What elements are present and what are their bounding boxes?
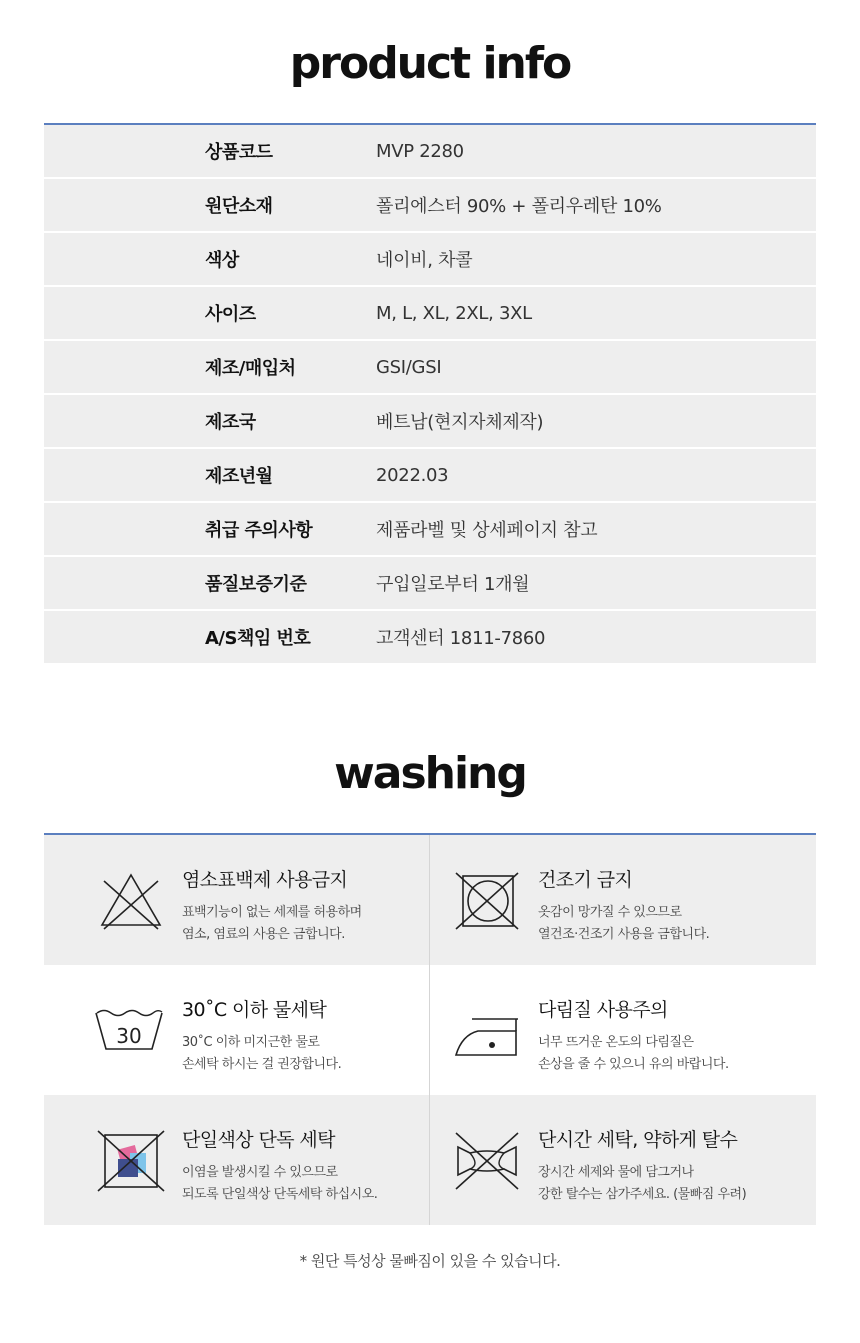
info-label: 품질보증기준 bbox=[205, 574, 307, 595]
wash-item-separate bbox=[44, 1095, 430, 1225]
wash-desc: 장시간 세제와 물에 담그거나 bbox=[538, 1165, 694, 1180]
info-row-date bbox=[44, 449, 816, 503]
info-row-as-number bbox=[44, 611, 816, 663]
wash-desc: 되도록 단일색상 단독세탁 하십시오. bbox=[182, 1187, 378, 1202]
info-label: A/S책임 번호 bbox=[205, 628, 311, 649]
info-row-color bbox=[44, 233, 816, 287]
info-row-warranty bbox=[44, 557, 816, 611]
info-label: 제조국 bbox=[205, 412, 256, 433]
info-label: 제조년월 bbox=[205, 466, 273, 487]
wash-separately-icon bbox=[96, 1129, 166, 1193]
wash-item-iron bbox=[430, 965, 816, 1095]
info-row-manufacturer bbox=[44, 341, 816, 395]
wash-item-no-tumble-dry bbox=[430, 835, 816, 965]
info-value: 구입일로부터 1개월 bbox=[376, 574, 530, 595]
info-value: 베트남(현지자체제작) bbox=[376, 412, 544, 433]
info-value: MVP 2280 bbox=[376, 140, 464, 162]
wash-30-icon bbox=[94, 999, 164, 1063]
info-label: 제조/매입처 bbox=[205, 358, 296, 379]
info-label: 상품코드 bbox=[205, 142, 273, 163]
wash-title: 30˚C 이하 물세탁 bbox=[182, 999, 327, 1021]
product-info-table bbox=[44, 123, 816, 663]
no-tumble-dry-icon bbox=[452, 869, 522, 933]
info-label: 원단소재 bbox=[205, 196, 273, 217]
info-value: M, L, XL, 2XL, 3XL bbox=[376, 302, 532, 324]
info-value: 제품라벨 및 상세페이지 참고 bbox=[376, 520, 598, 541]
washing-grid bbox=[44, 833, 816, 1225]
wash-item-30c bbox=[44, 965, 430, 1095]
wash-desc: 너무 뜨거운 온도의 다림질은 bbox=[538, 1035, 694, 1050]
wash-title: 건조기 금지 bbox=[538, 869, 633, 891]
wash-30-label: 30 bbox=[116, 1024, 142, 1048]
info-value: 폴리에스터 90% + 폴리우레탄 10% bbox=[376, 196, 662, 217]
wash-item-no-bleach bbox=[44, 835, 430, 965]
product-info-title: product info bbox=[289, 38, 571, 89]
no-wring-icon bbox=[452, 1129, 522, 1193]
wash-desc: 이염을 발생시킬 수 있으므로 bbox=[182, 1165, 338, 1180]
iron-low-icon bbox=[452, 999, 522, 1063]
wash-item-no-wring bbox=[430, 1095, 816, 1225]
footnote: * 원단 특성상 물빠짐이 있을 수 있습니다. bbox=[299, 1252, 561, 1270]
washing-title: washing bbox=[334, 748, 526, 799]
info-label: 사이즈 bbox=[205, 304, 256, 325]
info-value: 네이비, 차콜 bbox=[376, 250, 473, 271]
wash-desc: 염소, 염료의 사용은 금합니다. bbox=[182, 927, 345, 942]
wash-desc: 30˚C 이하 미지근한 물로 bbox=[182, 1035, 320, 1050]
wash-desc: 강한 탈수는 삼가주세요. (물빠짐 우려) bbox=[538, 1187, 747, 1202]
info-row-caution bbox=[44, 503, 816, 557]
wash-title: 단시간 세탁, 약하게 탈수 bbox=[538, 1129, 738, 1151]
wash-title: 다림질 사용주의 bbox=[538, 999, 668, 1021]
info-value: 2022.03 bbox=[376, 464, 449, 486]
info-row-size bbox=[44, 287, 816, 341]
info-label: 취급 주의사항 bbox=[205, 520, 313, 541]
wash-desc: 손상을 줄 수 있으니 유의 바랍니다. bbox=[538, 1057, 729, 1072]
wash-desc: 옷감이 망가질 수 있으므로 bbox=[538, 905, 682, 920]
wash-title: 염소표백제 사용금지 bbox=[182, 869, 348, 891]
info-row-material bbox=[44, 179, 816, 233]
wash-desc: 열건조·건조기 사용을 금합니다. bbox=[538, 927, 710, 942]
info-value: 고객센터 1811-7860 bbox=[376, 628, 546, 649]
info-value: GSI/GSI bbox=[376, 356, 442, 378]
info-row-code bbox=[44, 125, 816, 179]
wash-desc: 표백기능이 없는 세제를 허용하며 bbox=[182, 905, 362, 920]
info-label: 색상 bbox=[205, 250, 239, 271]
wash-desc: 손세탁 하시는 걸 권장합니다. bbox=[182, 1057, 342, 1072]
wash-title: 단일색상 단독 세탁 bbox=[182, 1129, 335, 1151]
no-bleach-icon bbox=[96, 869, 166, 933]
info-row-country bbox=[44, 395, 816, 449]
